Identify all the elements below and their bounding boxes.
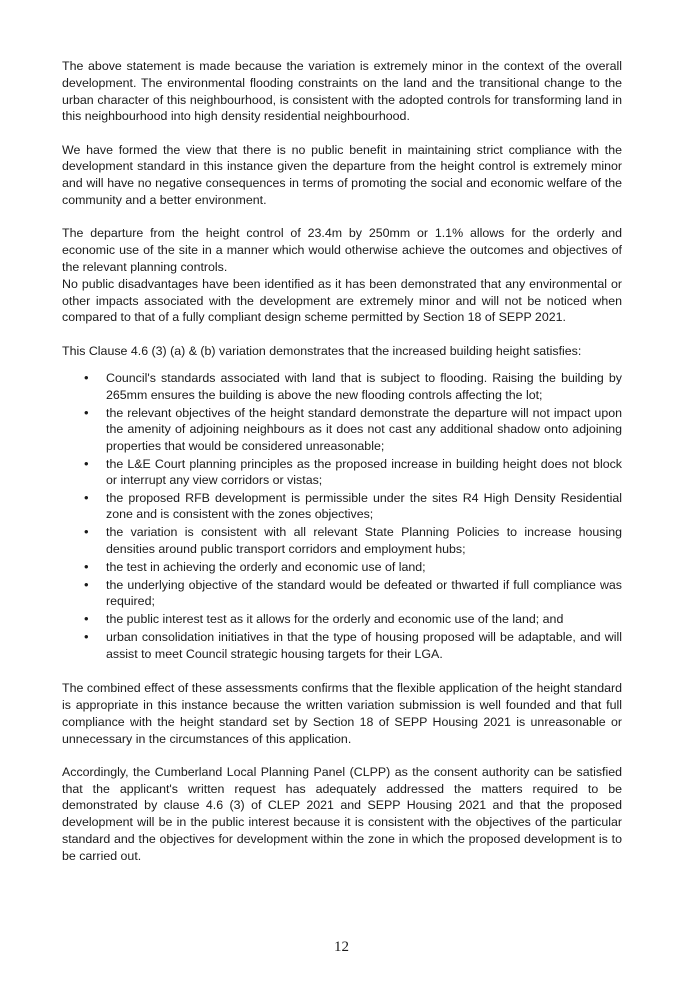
page-number: 12 [334,939,349,955]
paragraph-clause-intro: This Clause 4.6 (3) (a) & (b) variation demonstrates that the increased building height satisfies: [62,343,582,358]
list-item-text: the test in achieving the orderly and economic use of land; [106,559,426,574]
list-item-text: the proposed RFB development is permissible under the sites R4 High Density Residential zone and is consistent with the zones objectives; [106,491,622,522]
list-item [62,524,622,557]
bullet-icon: • [84,490,89,506]
bullet-icon: • [84,611,89,627]
paragraph-statement: The above statement is made because the variation is extremely minor in the context of the overall development. The environmental flooding constraints on the land and the transitional change to the urban character of this neighbourhood, is consistent with the adopted controls for transforming land in this neighbourhood into high density residential neighbourhood. [62,59,622,124]
bullet-icon: • [84,524,89,540]
list-item [62,405,622,454]
list-item-text: the relevant objectives of the height standard demonstrate the departure will not impact upon the amenity of adjoining neighbours as it does not cast any additional shadow onto adjoining properties that would be considered unreasonable; [106,405,622,453]
list-item [62,611,622,627]
bullet-icon: • [84,404,89,420]
list-item [62,629,622,662]
paragraph-disadvantages: No public disadvantages have been identified as it has been demonstrated that any environmental or other impacts associated with the development are extremely minor and will not be noticed when compared to that of a fully compliant design scheme permitted by Section 18 of SEPP 2021. [62,276,622,325]
paragraph-departure: The departure from the height control of 23.4m by 250mm or 1.1% allows for the orderly and economic use of the site in a manner which would otherwise achieve the outcomes and objectives of the relevant planning controls. [62,226,622,274]
list-item-text: the public interest test as it allows for the orderly and economic use of the land; and [106,612,564,627]
list-item-text: urban consolidation initiatives in that the type of housing proposed will be adaptable, and will assist to meet Council strategic housing targets for their LGA. [106,630,622,661]
list-item [62,370,622,403]
list-item [62,559,622,575]
list-item [62,577,622,610]
list-item [62,490,622,523]
document-page [62,58,622,881]
list-item [62,456,622,489]
list-item-text: Council's standards associated with land that is subject to flooding. Raising the building by 265mm ensures the building is above the new flooding controls affecting the lot; [106,371,622,402]
bullet-icon: • [84,370,89,386]
list-item-text: the underlying objective of the standard would be defeated or thwarted if full compliance was required; [106,577,622,609]
bullet-icon: • [84,629,89,645]
bullet-icon: • [84,576,89,592]
list-item-text: the variation is consistent with all relevant State Planning Policies to increase housing densities around public transport corridors and employment hubs; [106,525,622,556]
bullet-icon: • [84,455,89,471]
satisfies-list [62,370,622,662]
list-item-text: the L&E Court planning principles as the proposed increase in building height does not block or interrupt any view corridors or vistas; [106,456,622,488]
bullet-icon: • [84,558,89,574]
paragraph-accordingly: Accordingly, the Cumberland Local Planning Panel (CLPP) as the consent authority can be satisfied that the applicant's written request has adequately addressed the matters required to be demonstrated by clause 4.6 (3) of CLEP 2021 and SEPP Housing 2021 and that the proposed development will be in the public interest because it is consistent with the objectives of the particular standard and the objectives for development within the zone in which the proposed development is to be carried out. [62,764,622,863]
paragraph-public-benefit: We have formed the view that there is no public benefit in maintaining strict compliance with the development standard in this instance given the departure from the height control is extremely minor and will have no negative consequences in terms of promoting the social and economic welfare of the community and a better environment. [62,142,622,208]
paragraph-combined-effect: The combined effect of these assessments confirms that the flexible application of the height standard is appropriate in this instance because the written variation submission is well founded and that full compliance with the height standard set by Section 18 of SEPP Housing 2021 is unreasonable or unnecessary in the circumstances of this application. [62,681,622,746]
